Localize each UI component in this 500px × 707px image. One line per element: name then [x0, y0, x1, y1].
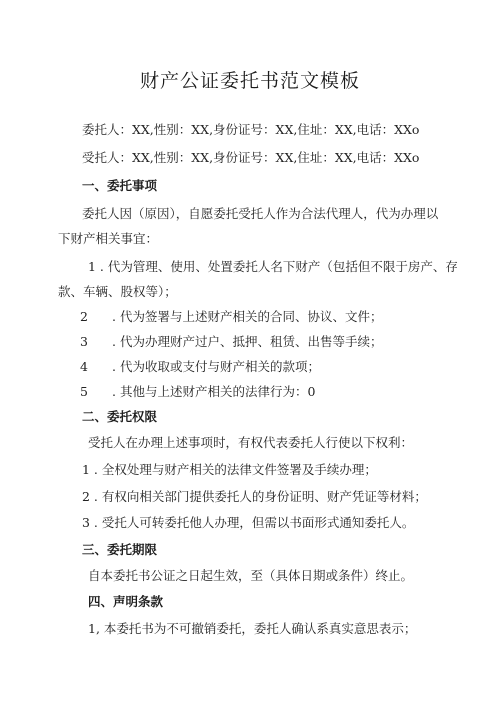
- section2-heading: 二、委托权限: [82, 409, 158, 424]
- section1-item4-number: 4: [80, 359, 88, 374]
- section1-item1-line1: 1 . 代为管理、使用、处置委托人名下财产（包括但不限于房产、存: [88, 259, 458, 274]
- section3-text: 自本委托书公证之日起生效，至（具体日期或条件）终止。: [88, 568, 414, 583]
- section1-item2-text: . 代为签署与上述财产相关的合同、协议、文件；: [112, 309, 383, 324]
- section1-item5-number: 5: [80, 384, 88, 399]
- section1-item5-text: . 其他与上述财产相关的法律行为：0: [112, 384, 316, 399]
- agent-info: 受托人：XX,性别：XX,身份证号：XX,住址：XX,电话：XXo: [82, 150, 420, 165]
- section1-item2-number: 2: [80, 309, 88, 324]
- principal-info: 委托人：XX,性别：XX,身份证号：XX,住址：XX,电话：XXo: [82, 122, 420, 137]
- section2-item2: 2 . 有权向相关部门提供委托人的身份证明、财产凭证等材料；: [82, 489, 427, 504]
- document-title: 财产公证委托书范文模板: [139, 70, 360, 92]
- section1-heading: 一、委托事项: [82, 178, 158, 193]
- section4-heading: 四、声明条款: [88, 594, 164, 609]
- section1-item3-text: . 代为办理财产过户、抵押、租赁、出售等手续；: [112, 334, 383, 349]
- section1-intro-line1: 委托人因（原因），自愿委托受托人作为合法代理人，代为办理以: [82, 206, 439, 221]
- section2-item3: 3 . 受托人可转委托他人办理，但需以书面形式通知委托人。: [82, 515, 415, 530]
- section1-item3-number: 3: [80, 334, 88, 349]
- section2-intro: 受托人在办理上述事项时，有权代表委托人行使以下权利：: [88, 435, 414, 450]
- section3-heading: 三、委托期限: [82, 542, 158, 557]
- section4-item1: 1, 本委托书为不可撤销委托，委托人确认系真实意思表示；: [88, 621, 417, 636]
- section1-item1-line2: 款、车辆、股权等）；: [58, 284, 177, 299]
- section1-intro-line2: 下财产相关事宜：: [58, 231, 159, 246]
- section1-item4-text: . 代为收取或支付与财产相关的款项；: [112, 359, 320, 374]
- section2-item1: 1 . 全权处理与财产相关的法律文件签署及手续办理；: [82, 462, 377, 477]
